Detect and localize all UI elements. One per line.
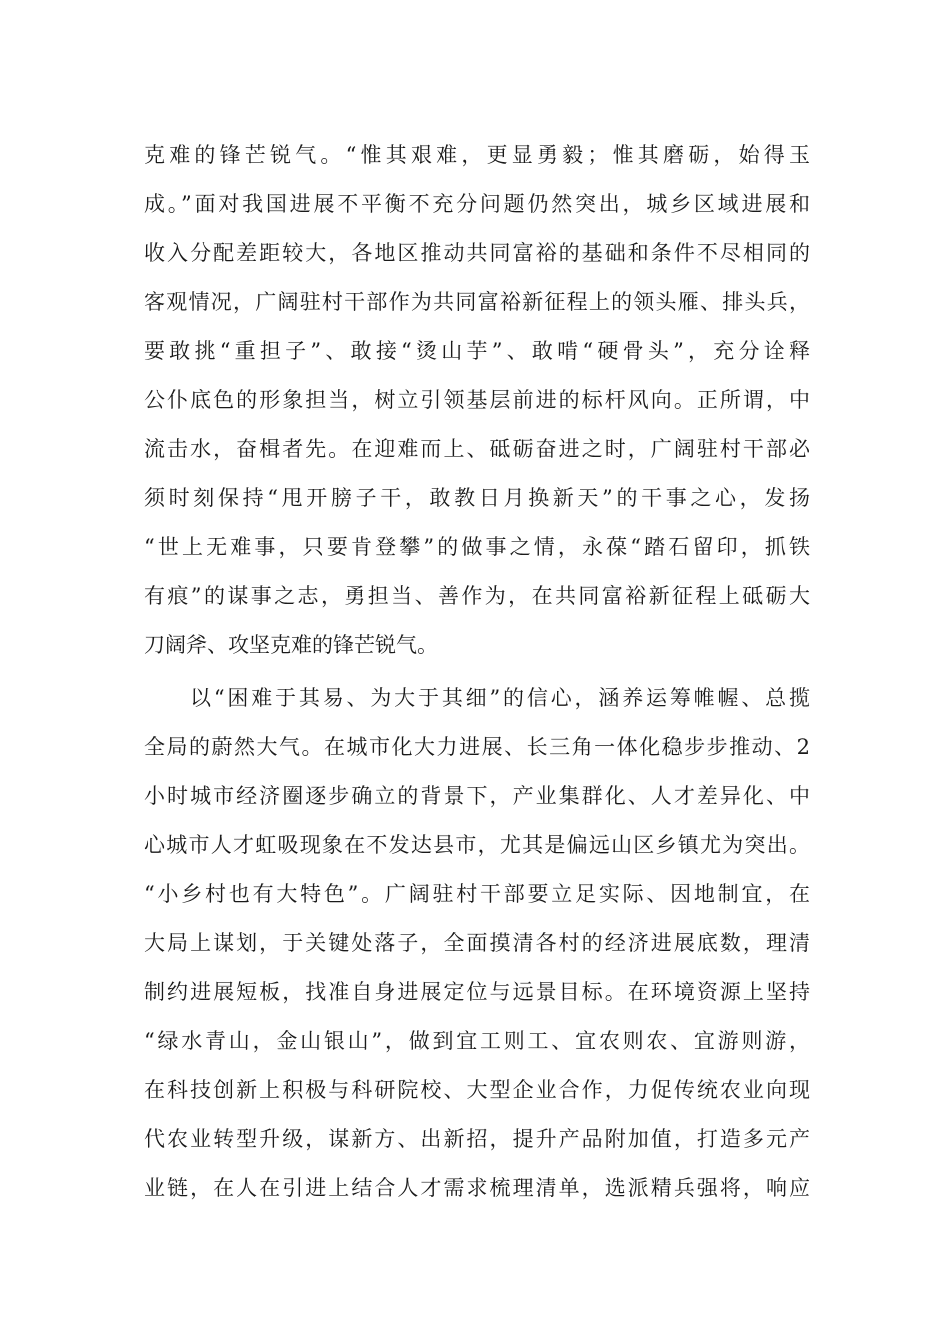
text-line: 客观情况，广阔驻村干部作为共同富裕新征程上的领头雁、排头兵， bbox=[144, 290, 810, 314]
text-line: “绿水青山，金山银山”，做到宜工则工、宜农则农、宜游则游， bbox=[144, 1029, 810, 1053]
text-line: 有痕”的谋事之志，勇担当、善作为，在共同富裕新征程上砥砺大 bbox=[144, 584, 810, 608]
text-line: 须时刻保持“甩开膀子干，敢教日月换新天”的干事之心，发扬 bbox=[144, 486, 810, 510]
text-line: 要敢挑“重担子”、敢接“烫山芋”、敢啃“硬骨头”，充分诠释 bbox=[144, 339, 810, 363]
text-line: 大局上谋划，于关键处落子，全面摸清各村的经济进展底数，理清 bbox=[144, 931, 810, 955]
text-line: “世上无难事，只要肯登攀”的做事之情，永葆“踏石留印，抓铁 bbox=[144, 535, 810, 559]
text-line: 在科技创新上积极与科研院校、大型企业合作，力促传统农业向现 bbox=[144, 1078, 810, 1102]
text-line: 心城市人才虹吸现象在不发达县市，尤其是偏远山区乡镇尤为突出。 bbox=[144, 833, 810, 857]
text-line: 制约进展短板，找准自身进展定位与远景目标。在环境资源上坚持 bbox=[144, 980, 810, 1004]
paragraph-first-line: 以“困难于其易、为大于其细”的信心，涵养运筹帷幄、总揽 bbox=[190, 686, 810, 710]
text-line: 全局的蔚然大气。在城市化大力进展、长三角一体化稳步步推动、2 bbox=[144, 735, 810, 759]
text-line: “小乡村也有大特色”。广阔驻村干部要立足实际、因地制宜，在 bbox=[144, 882, 810, 906]
text-line: 公仆底色的形象担当，树立引领基层前进的标杆风向。正所谓，中 bbox=[144, 388, 810, 412]
text-line: 刀阔斧、攻坚克难的锋芒锐气。 bbox=[144, 633, 438, 657]
text-line: 克难的锋芒锐气。“惟其艰难，更显勇毅；惟其磨砺，始得玉 bbox=[144, 143, 810, 167]
text-line: 成。”面对我国进展不平衡不充分问题仍然突出，城乡区域进展和 bbox=[144, 192, 810, 216]
text-line: 业链，在人在引进上结合人才需求梳理清单，选派精兵强将，响应 bbox=[144, 1176, 810, 1200]
text-line: 小时城市经济圈逐步确立的背景下，产业集群化、人才差异化、中 bbox=[144, 784, 810, 808]
text-line: 流击水，奋楫者先。在迎难而上、砥砺奋进之时，广阔驻村干部必 bbox=[144, 437, 810, 461]
text-line: 代农业转型升级，谋新方、出新招，提升产品附加值，打造多元产 bbox=[144, 1127, 810, 1151]
text-line: 收入分配差距较大，各地区推动共同富裕的基础和条件不尽相同的 bbox=[144, 241, 810, 265]
